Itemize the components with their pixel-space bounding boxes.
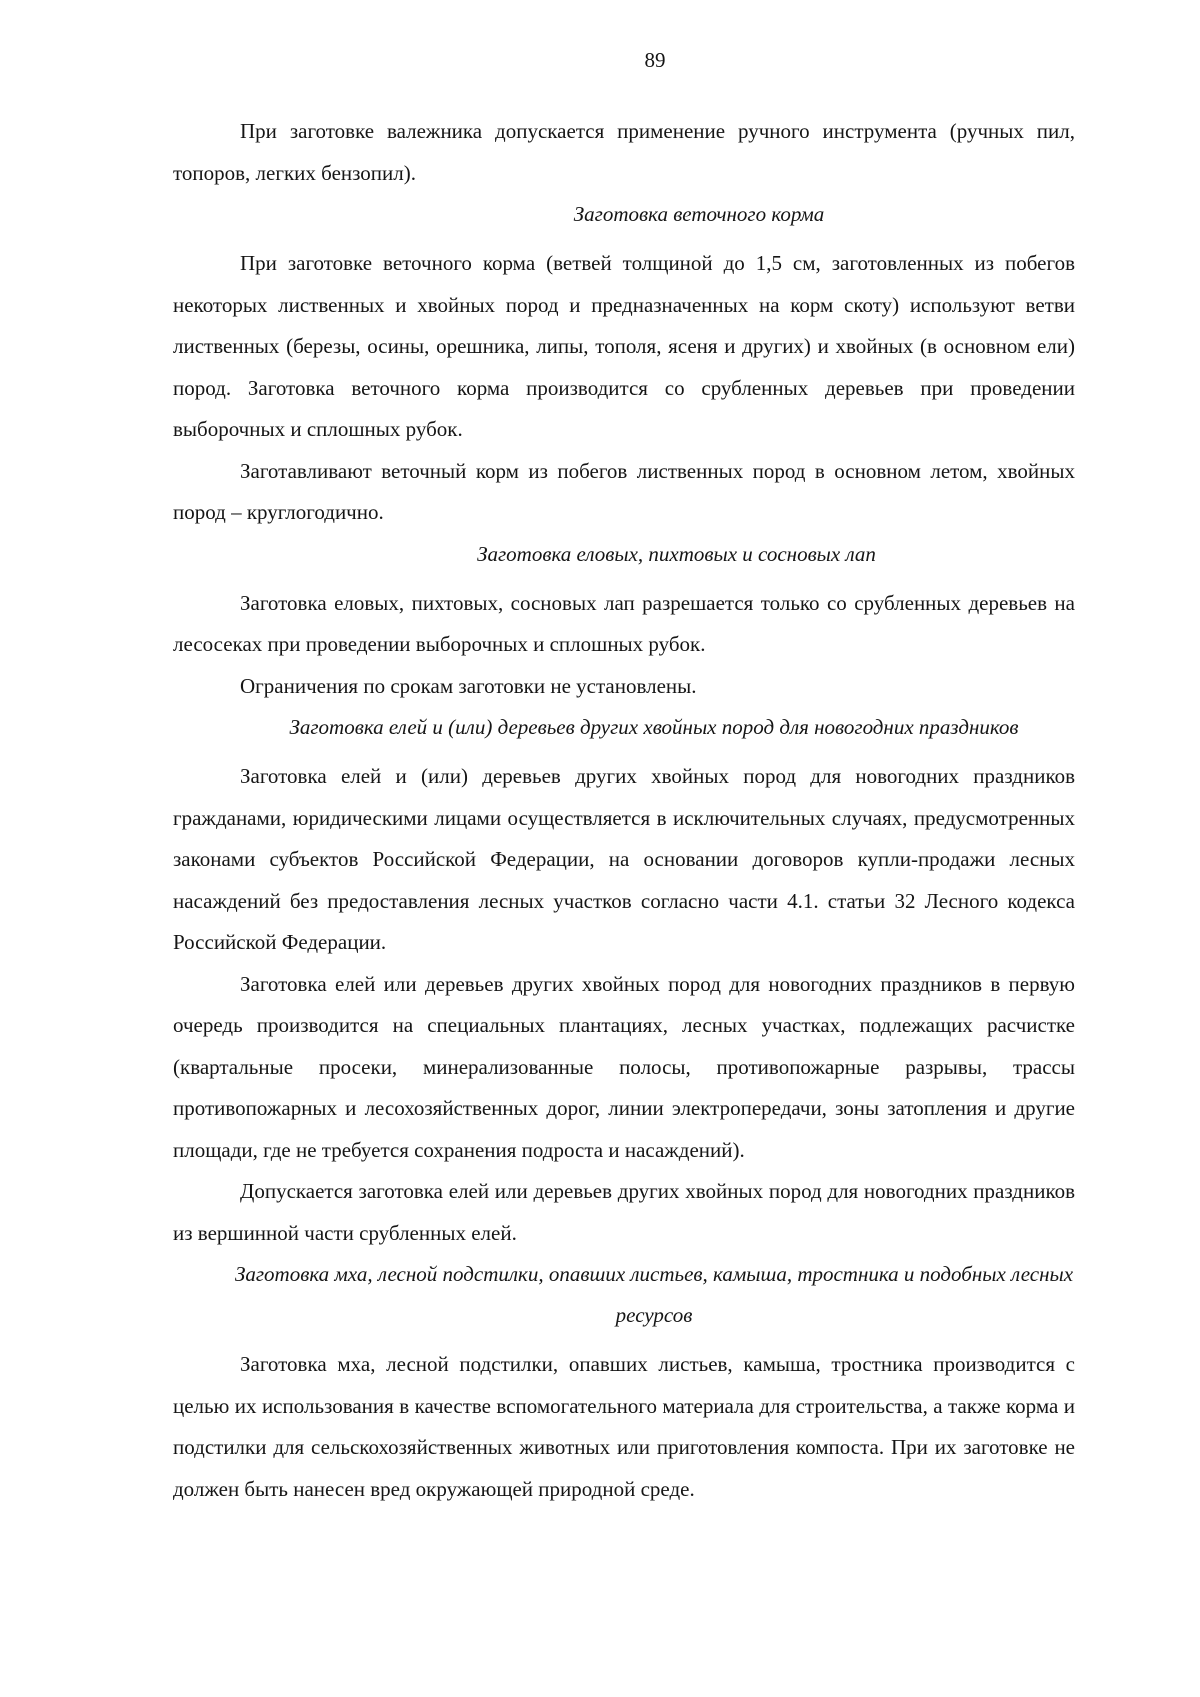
paragraph-new-year-trees-tops: Допускается заготовка елей или деревьев других хвойных пород для новогодних праздников из вершинной части срубленных елей.: [173, 1179, 1075, 1245]
paragraph-branch-feed: При заготовке веточного корма (ветвей толщиной до 1,5 см, заготовленных из побегов некоторых лиственных и хвойных пород и предназначенных на корм скоту) используют ветви лиственных (березы, осины, орешника, липы, тополя, ясеня и других) и хвойных (в основном ели) пород. Заготовка веточного корма производится со срубленных деревьев при проведении выборочных и сплошных рубок.: [173, 251, 1075, 441]
section-heading-new-year-trees: Заготовка елей и (или) деревьев других хвойных пород для новогодних праздников: [289, 715, 1019, 739]
document-body: [173, 111, 1075, 1510]
paragraph-conifer-branches-terms: Ограничения по срокам заготовки не установлены.: [240, 673, 697, 698]
section-heading-conifer-branches: Заготовка еловых, пихтовых и сосновых лап: [477, 541, 876, 566]
paragraph-deadwood-tools: При заготовке валежника допускается применение ручного инструмента (ручных пил, топоров, легких бензопил).: [173, 119, 1075, 185]
paragraph-conifer-branches: Заготовка еловых, пихтовых, сосновых лап разрешается только со срубленных деревьев на лесосеках при проведении выборочных и сплошных рубок.: [173, 590, 1075, 656]
paragraph-moss-litter: Заготовка мха, лесной подстилки, опавших листьев, камыша, тростника производится с целью их использования в качестве вспомогательного материала для строительства, а также корма и подстилки для сельскохозяйственных животных или приготовления компоста. При их заготовке не должен быть нанесен вред окружающей природной среде.: [173, 1352, 1075, 1501]
paragraph-new-year-trees-citizens: Заготовка елей и (или) деревьев других хвойных пород для новогодних праздников гражданами, юридическими лицами осуществляется в исключительных случаях, предусмотренных законами субъектов Российской Федерации, на основании договоров купли-продажи лесных насаждений без предоставления лесных участков согласно части 4.1. статьи 32 Лесного кодекса Российской Федерации.: [173, 764, 1075, 954]
paragraph-branch-feed-season: Заготавливают веточный корм из побегов лиственных пород в основном летом, хвойных пород – круглогодично.: [173, 458, 1075, 524]
paragraph-new-year-trees-priority: Заготовка елей или деревьев других хвойных пород для новогодних праздников в первую очередь производится на специальных плантациях, лесных участках, подлежащих расчистке (квартальные просеки, минерализованные полосы, противопожарные разрывы, трассы противопожарных и лесохозяйственных дорог, линии электропередачи, зоны затопления и другие площади, где не требуется сохранения подроста и насаждений).: [173, 971, 1075, 1162]
page-number: 89: [644, 48, 666, 72]
section-heading-moss-litter: Заготовка мха, лесной подстилки, опавших листьев, камыша, тростника и подобных лесных ресурсов: [234, 1262, 1074, 1327]
section-heading-branch-feed: Заготовка веточного корма: [573, 202, 825, 226]
